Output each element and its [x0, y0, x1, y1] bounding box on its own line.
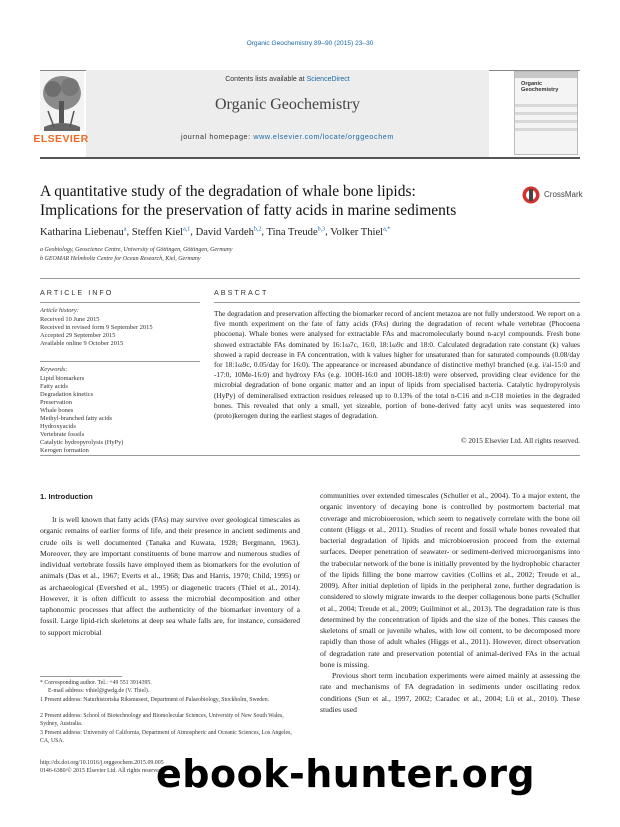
header-bottom-rule	[40, 157, 580, 159]
abstract-copyright: © 2015 Elsevier Ltd. All rights reserved.	[460, 436, 580, 445]
footnote-corresponding: * Corresponding author. Tel.: +49 551 3914395.	[40, 680, 152, 686]
keyword: Whale bones	[40, 407, 74, 414]
cover-title-line-1: Organic	[521, 81, 543, 87]
author[interactable]: Katharina Liebenau$^a$	[40, 226, 127, 238]
author[interactable]: Volker Thiel$^{a,*}$	[330, 226, 391, 238]
keyword: Fatty acids	[40, 383, 68, 390]
contents-prefix: Contents lists available at	[225, 76, 307, 83]
intro-paragraph: Previous short term incubation experiments were aimed mainly at assessing the rate and mechanisms of FA degradation in sediments under oscillating redox conditions (Sun et al., 1997, 2002; Caradec et al., 2004; Lü et al., 2010). These studies used	[320, 671, 580, 714]
keyword: Preservation	[40, 399, 72, 406]
crossmark-label: CrossMark	[544, 190, 583, 199]
crossmark-badge[interactable]	[522, 186, 596, 206]
keyword: Kerogen formation	[40, 447, 89, 454]
crossmark-icon	[522, 186, 540, 204]
article-title-line-2: Implications for the preservation of fatty acids in marine sediments	[40, 202, 457, 219]
keyword: Methyl-branched fatty acids	[40, 415, 113, 422]
footnote-2: 2 Present address: School of Biotechnology and Biomolecular Sciences, University of New South Wales, Sydney, Australia.	[40, 713, 284, 727]
abstract-label: ABSTRACT	[214, 288, 269, 297]
cover-band	[515, 72, 577, 78]
affiliation-b: b GEOMAR Helmholtz Centre for Ocean Research, Kiel, Germany	[40, 256, 201, 262]
history-received: Received 10 June 2015	[40, 316, 100, 323]
journal-title: Organic Geochemistry	[215, 96, 360, 113]
abstract-bottom-rule	[40, 455, 580, 456]
article-title	[40, 182, 510, 220]
sciencedirect-link[interactable]: ScienceDirect	[306, 76, 350, 83]
author[interactable]: David Vardeh$^{b,2}$	[195, 226, 262, 238]
contents-line	[86, 76, 489, 83]
keyword: Hydroxyacids	[40, 423, 76, 430]
cover-title-line-2: Geochemistry	[521, 87, 559, 94]
cover-stripe	[515, 128, 577, 131]
author[interactable]: Tina Treude$^{b,3}$	[266, 226, 326, 238]
history-label: Article history:	[40, 307, 79, 314]
history-online: Available online 9 October 2015	[40, 340, 124, 347]
keyword: Vertebrate fossils	[40, 431, 85, 438]
publisher-logo-text: ELSEVIER	[33, 133, 89, 145]
author-list: Katharina Liebenau$^a$, Steffen Kiel$^{a,1}$, David Vardeh$^{b,2}$, Tina Treude$^{b,3}$, Volker Thiel$^{a,*}$	[40, 226, 391, 238]
footnote-1: 1 Present address: Naturhistoriska Riksmuseet, Department of Palaeobiology, Stockholm, Sweden.	[40, 697, 270, 703]
author[interactable]: Steffen Kiel$^{a,1}$	[131, 226, 191, 238]
footnote-email[interactable]: E-mail address: vthiel@gwdg.de (V. Thiel).	[48, 688, 150, 694]
history-accepted: Accepted 29 September 2015	[40, 332, 116, 339]
section-heading-introduction: 1. Introduction	[40, 492, 93, 501]
section-rule	[40, 278, 580, 279]
doi-link[interactable]: http://dx.doi.org/10.1016/j.orggeochem.2015.09.005	[40, 760, 164, 766]
issn-copyright: 0146-6380/© 2015 Elsevier Ltd. All rights reserved.	[40, 768, 164, 774]
watermark-text: ebook-hunter.org	[156, 752, 536, 796]
cover-stripe	[515, 112, 577, 115]
article-info-rule	[40, 302, 200, 303]
keywords-label: Keywords:	[40, 366, 68, 373]
keywords-rule	[40, 361, 200, 362]
abstract-rule	[214, 302, 580, 303]
footnote-rule	[40, 676, 122, 677]
affiliation-a: a Geobiology, Geoscience Centre, University of Göttingen, Göttingen, Germany	[40, 247, 233, 253]
keyword: Degradation kinetics	[40, 391, 94, 398]
article-title-line-1: A quantitative study of the degradation of whale bone lipids:	[40, 183, 416, 200]
footnote-3: 3 Present address: University of California, Department of Atmospheric and Oceanic Sciences, Los Angeles, CA, USA.	[40, 730, 292, 744]
cover-stripe	[515, 104, 577, 107]
journal-homepage	[86, 132, 489, 141]
cover-title	[521, 81, 558, 94]
history-revised: Received in revised form 9 September 2015	[40, 324, 153, 331]
article-info-label: ARTICLE INFO	[40, 288, 114, 297]
intro-left-column	[40, 514, 300, 638]
intro-right-column	[320, 490, 580, 715]
homepage-link[interactable]: www.elsevier.com/locate/orggeochem	[253, 132, 394, 141]
intro-paragraph-continued: communities over extended timescales (Schuller et al., 2004). To a major extent, the organic inventory of decaying bone is controlled by postmortem bacterial mat coverage and microbioerosion, which seem to negatively correlate with the bone oil content (Higgs et al., 2011). Studies of recent and fossil whale bones revealed that bacterial degradation of lipids and microbioerosion proceed from the external surfaces. Deeper penetration of seawater- or sediment-derived microorganisms into the trabecular network of the bone is initially prevented by the hydrophobic character of the lipids filling the bone marrow cavities (Collins et al., 2002; Treude et al., 2009). After initial depletion of lipids in the peripheral zone, further degradation is considered to slowly migrate inwards to the deeper collagenous bone parts (Schuller et al., 2004; Treude et al., 2009; Guilminot et al., 2013). The degradation rate is thus determined by the concentration of lipids and the size of the bones. This causes the skeletons of small or juvenile whales, with low oil content, to be decomposed more rapidly than those of adult whales (Higgs et al., 2011). However, direct observation of degradation rate and preservation potential of animal-derived FAs in the actual bone is missing.	[320, 491, 580, 669]
journal-reference[interactable]: Organic Geochemistry 89–90 (2015) 23–30	[246, 40, 374, 47]
journal-cover-thumbnail	[514, 71, 578, 155]
homepage-prefix: journal homepage:	[181, 132, 254, 141]
keyword: Lipid biomarkers	[40, 375, 85, 382]
intro-paragraph: It is well known that fatty acids (FAs) may survive over geological timescales as organic remains of earlier forms of life, and their presence in ancient sediments and crude oils is well documented (Tanaka and Kuwata, 1928; Bergmann, 1963). Moreover, they are important constituents of bone marrow and numerous studies of individual vertebrate fossils have employed them as biomarkers for the evolution of animals (Das et al., 1967; Everts et al., 1968; Das and Harris, 1970; Child, 1995) or as archaeological (Evershed et al., 1995) or diagenetic tracers (Thiel et al., 2014). However, it is often difficult to assess the microbial decomposition and other taphonomic processes that affect the authenticity of the biomarker inventory of a fossil. Large lipid-rich skeletons at deep sea whale falls are, for instance, considered to support microbial	[40, 515, 300, 637]
cover-stripe	[515, 120, 577, 123]
abstract-text: The degradation and preservation affecting the biomarker record of ancient metazoa are not fully understood. We report on a five month experiment on the fate of fatty acids (FAs) during the degradation of recent whale vertebrae (Phocoena phocoena). Whale bones were analysed for extractable FAs and macromolecularly bound n-acyl compounds. Fresh bone showed extractable FAs dominated by 16:1ω7c, 16:0, 18:1ω9c and 18:0. Calculated degradation rate constant (k) values showed a rapid decrease in FA concentration, with k values higher for unsaturated than for saturated compounds (0.08/day for 18:1ω9c, 0.05/day for 16:0). The appearance or increased abundance of distinctive methyl branched (e.g. i/ai-15:0 and -17:0, 10Me-16:0) and hydroxy FAs (e.g. 10OH-16:0 and 10OH-18:0) were observed, providing clear evidence for the microbial degradation of bone organic matter and an input of lipids from specialised bacteria. Catalytic hydropyrolysis (HyPy) of demineralised extraction residues released up to 0.13% of the total n-C16 and n-C18 moieties in the degraded bones. This revealed that only a small, yet sizeable, portion of bone-derived fatty acyl units was sequestered into (proto)kerogen during the earliest stages of degradation.	[214, 309, 580, 421]
elsevier-tree-logo	[40, 71, 84, 141]
keyword: Catalytic hydropyrolysis (HyPy)	[40, 439, 124, 446]
